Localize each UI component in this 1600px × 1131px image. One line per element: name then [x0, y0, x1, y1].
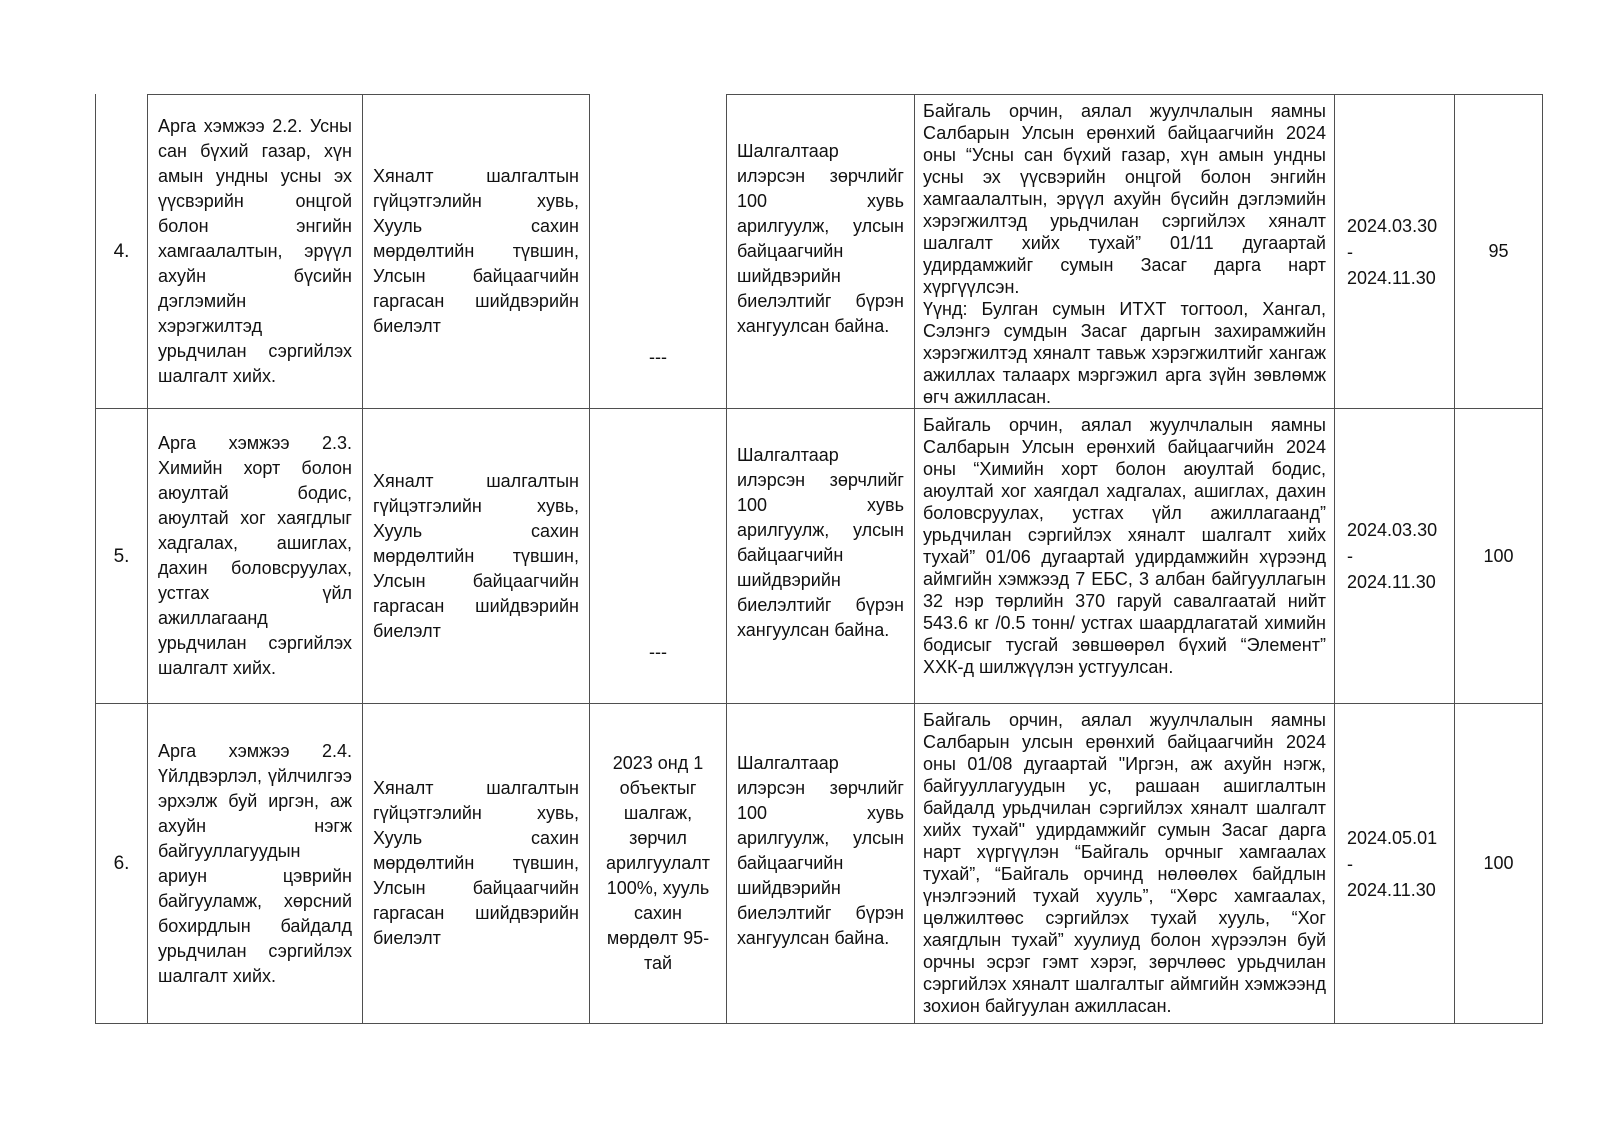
activity-text: Арга хэмжээ 2.3. Химийн хорт болон аюултай бодис, аюултай хог хаягдлыг хадгалах, ашиглах, дахин боловсруулах, устгах үйл ажиллагаанд урьдчилан сэргийлэх шалгалт хийх. [158, 433, 352, 678]
score-value: 100 [1483, 545, 1514, 566]
result-paragraph: Байгаль орчин, аялал жуулчлалын яамны Салбарын Улсын ерөнхий байцаагчийн 2024 оны “Усны сан бүхий газар, хүн амын ундны усны эх үүсвэрийн онцгой болон энгийн хамгаалалтын, эрүүл ахуйн бүсийн дэглэмийн хэрэгжилтэд урьдчилан сэргийлэх хяналт шалгалт хийх тухай” 01/11 дугаартай удирдамжийг сумын Засаг дарга нарт хүргүүлсэн. [923, 101, 1326, 297]
baseline-cell [590, 704, 727, 1024]
period-separator: - [1347, 546, 1353, 566]
result-paragraph: Байгаль орчин, аялал жуулчлалын яамны Салбарын улсын ерөнхий байцаагчийн 2024 оны 01/08 дугаартай "Иргэн, аж ахуйн нэгж, байгууллагуудын ус, рашаан ашиглалтын байдалд урьдчилан сэргийлэх хяналт шалгалт хийх тухай" удирдамжийг сумын Засаг дарга нарт хүргүүлэн “Байгаль орчныг хамгаалах тухай”, “Байгаль орчинд нөлөөлөх байдлын үнэлгээний тухай хууль”, “Хөрс хамгаалах, цөлжилтөөс сэргийлэх тухай хууль, “Хог хаягдлын тухай” хуулиуд болон хүрээлэн буй орчны эсрэг гэмт хэрэг, зөрчлөөс урьдчилан сэргийлэх хяналт шалгалтыг аймгийн хэмжээнд зохион байгуулан ажилласан. [923, 710, 1326, 1016]
period-start: 2024.03.30 [1347, 520, 1438, 540]
criteria-text: Хяналт шалгалтын гүйцэтгэлийн хувь, Хууль сахин мөрдөлтийн түвшин, Улсын байцаагчийн гаргасан шийдвэрийн биелэлт [373, 778, 579, 948]
result-cell [915, 704, 1335, 1024]
criteria-cell [363, 409, 590, 704]
criteria-text: Хяналт шалгалтын гүйцэтгэлийн хувь, Хууль сахин мөрдөлтийн түвшин, Улсын байцаагчийн гаргасан шийдвэрийн биелэлт [373, 166, 579, 336]
result-cell [915, 94, 1335, 409]
period-start: 2024.05.01 [1347, 827, 1438, 848]
period-cell [1335, 94, 1455, 409]
activity-text: Арга хэмжээ 2.2. Усны сан бүхий газар, хүн амын ундны усны эх үүсвэрийн онцгой болон энгийн хамгаалалтын, эрүүл ахуйн бүсийн дэглэмийн хэрэгжилтэд урьдчилан сэргийлэх шалгалт хийх. [158, 116, 352, 386]
target-text: Шалгалтаар илэрсэн зөрчлийг 100 хувь арилгуулж, улсын байцаагчийн шийдвэрийн биелэлтийг бүрэн хангуулсан байна. [737, 140, 904, 336]
baseline-cell [590, 409, 727, 704]
target-cell [727, 409, 915, 704]
row-number-cell [95, 409, 148, 704]
baseline-text: 2023 онд 1 объектыг шалгаж, зөрчил арилгуулалт 100%, хууль сахин мөрдөлт 95-тай [605, 753, 710, 973]
baseline-text: --- [649, 347, 667, 367]
period-cell [1335, 409, 1455, 704]
score-cell [1455, 704, 1543, 1024]
period-end: 2024.11.30 [1347, 879, 1436, 900]
activity-cell [148, 94, 363, 409]
period-separator: - [1347, 241, 1353, 262]
period-start: 2024.03.30 [1347, 215, 1438, 236]
period-end: 2024.11.30 [1347, 267, 1436, 288]
row-number: 4. [113, 240, 130, 262]
target-text: Шалгалтаар илэрсэн зөрчлийг 100 хувь арилгуулж, улсын байцаагчийн шийдвэрийн биелэлтийг бүрэн хангуулсан байна. [737, 445, 904, 640]
activity-cell [148, 409, 363, 704]
row-number: 6. [113, 853, 130, 874]
row-number: 5. [113, 545, 130, 567]
criteria-cell [363, 704, 590, 1024]
baseline-text: --- [649, 642, 667, 662]
period-end: 2024.11.30 [1347, 572, 1436, 592]
row-number-cell [95, 704, 148, 1024]
score-value: 100 [1483, 853, 1514, 873]
result-paragraph: Байгаль орчин, аялал жуулчлалын яамны Салбарын Улсын ерөнхий байцаагчийн 2024 оны “Химийн хорт болон аюултай бодис, аюултай хог хаягдал хадгалах, ашиглах, дахин боловсруулах, устгах үйл ажиллагаанд” урьдчилан сэргийлэх хяналт шалгалт хийх тухай” 01/06 дугаартай удирдамжийн хүрээнд аймгийн хэмжээд 7 ЕБС, 3 албан байгууллагын 32 нэр төрлийн 370 гаруй савалгаатай нийт 543.6 кг /0.5 тонн/ устгах шаардлагатай химийн бодисыг тусгай зөвшөөрөл бүхий “Элемент” ХХК-д шилжүүлэн устгуулсан. [923, 415, 1326, 677]
target-text: Шалгалтаар илэрсэн зөрчлийг 100 хувь арилгуулж, улсын байцаагчийн шийдвэрийн биелэлтийг бүрэн хангуулсан байна. [737, 752, 904, 948]
target-cell [727, 94, 915, 409]
target-cell [727, 704, 915, 1024]
period-separator: - [1347, 853, 1353, 874]
result-cell [915, 409, 1335, 704]
activity-text: Арга хэмжээ 2.4. Үйлдвэрлэл, үйлчилгээ эрхэлж буй иргэн, аж ахуйн нэгж байгууллагуудын ариун цэврийн байгууламж, хөрсний бохирдлын байдалд урьдчилан сэргийлэх шалгалт хийх. [158, 740, 352, 986]
period-cell [1335, 704, 1455, 1024]
baseline-cell [590, 94, 727, 409]
score-value: 95 [1488, 241, 1509, 261]
score-cell [1455, 409, 1543, 704]
score-cell [1455, 94, 1543, 409]
criteria-cell [363, 94, 590, 409]
row-number-cell [95, 94, 148, 409]
criteria-text: Хяналт шалгалтын гүйцэтгэлийн хувь, Хууль сахин мөрдөлтийн түвшин, Улсын байцаагчийн гаргасан шийдвэрийн биелэлт [373, 470, 579, 641]
activity-report-table [95, 94, 1543, 1024]
activity-cell [148, 704, 363, 1024]
result-paragraph: Үүнд: Булган сумын ИТХТ тогтоол, Хангал, Сэлэнгэ сумдын Засаг даргын захирамжийн хэрэгжилтэд хяналт тавьж хэрэгжилтийг хангаж ажиллах талаарх мэргэжил арга зүйн зөвлөмж өгч ажилласан. [923, 299, 1326, 407]
